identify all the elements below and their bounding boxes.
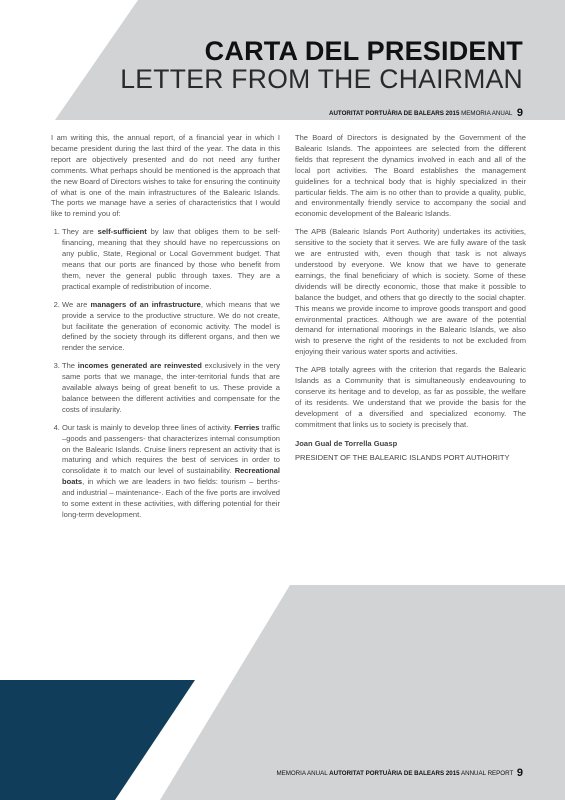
community-paragraph: The APB totally agrees with the criterion that regards the Balearic Islands as a Community that is simultaneously endeavouring to conserve its heritage and to develop, as far as possible, the welfare of its residents. We understand that we provide the basis for the development of a diversified and specialized economy. The commitment that links us to society is precisely that. xyxy=(295,365,526,429)
signature-name: Joan Gual de Torrella Guasp xyxy=(295,438,398,448)
signature-title: PRESIDENT OF THE BALEARIC ISLANDS PORT AUTHORITY xyxy=(295,453,510,463)
list-item: 3. The incomes generated are reinvested exclusively in the very same ports that we manage, the inter-territorial funds that are available always being of great benefit to us. These provide a balance between the different activities and compensate for the costs of insularity. xyxy=(62,361,280,416)
title-english: LETTER FROM THE CHAIRMAN xyxy=(120,64,523,94)
intro-paragraph: I am writing this, the annual report, of a financial year in which I became president during the last third of the year. The data in this report are objectively presented and do not need any further comments. What perhaps should be mentioned is the approach that the new Board of Directors wishes to take for ensuring the continuity of what is one of the main infrastructures of the Balearic Islands. The ports we manage have a series of characteristics that I would like to remind you of: xyxy=(51,133,280,219)
title-catalan: CARTA DEL PRESIDENT xyxy=(204,36,523,66)
header-report: MEMORIA ANUAL xyxy=(461,110,513,117)
footer-org: AUTORITAT PORTUÀRIA DE BALEARS 2015 xyxy=(329,770,460,777)
list-item: 4. Our task is mainly to develop three lines of activity. Ferries traffic –goods and passengers- that characterizes internal consumption on the Balearic Islands. Cruise liners represent an activity that is maturing and which requires the best of services in order to consolidate it to match our level of sustainability. Recreational boats, in which we are leaders in two fields: tourism – berths- and industrial – maintenance-. Each of the five ports are involved to some extent in these activities, with differing potential for their long-term development. xyxy=(62,423,280,521)
header-org: AUTORITAT PORTUÀRIA DE BALEARS 2015 xyxy=(328,110,460,117)
footer-report-ca: MEMORIA ANUAL xyxy=(276,770,328,777)
running-footer xyxy=(276,766,523,778)
apb-paragraph: The APB (Balearic Islands Port Authority) undertakes its activities, sensitive to the society that it serves. We are fully aware of the task we are entrusted with, even though that task is not always understood by everyone. We know that we have to generate earnings, the final beneficiary of which is society. Some of these dividends will be directly economic, those that make it possible to balance the budget, and others that go directly to the social chapter. This means we provide income to improve goods transport and good environmental practices. Although we are aware of the potential demand for international moorings in the Balearic Islands, we also wish to preserve the right of the residents to not be excluded from enjoying their various water sports and activities. xyxy=(295,227,526,357)
running-header xyxy=(329,106,523,118)
list-item: 1. They are self-sufficient by law that obliges them to be self-financing, meaning that they should have no repercussions on any public, State, Regional or Local Government budget. That means that our ports are financed by those who benefit from them, never the general public through taxes. They are a practical example of redistribution of income. xyxy=(62,227,280,292)
footer-report-en: ANNUAL REPORT xyxy=(460,770,514,777)
characteristics-list xyxy=(51,227,280,521)
bottom-navy-shape xyxy=(0,680,195,800)
right-column xyxy=(295,133,526,464)
list-item: 2. We are managers of an infrastructure, which means that we provide a service to the productive structure. We do not create, but facilitate the generation of economic activity. The model is defined by the society through its different organs, and then we render the service. xyxy=(62,300,280,355)
footer-page-number: 9 xyxy=(516,767,523,779)
header-page-number: 9 xyxy=(516,107,523,119)
board-paragraph: The Board of Directors is designated by the Government of the Balearic Islands. The appointees are selected from the different fields that represent the dynamics involved in each and all of the local port activities. The Board establishes the management guidelines for a technical body that is highly specialized in their particular fields. The aim is no other than to provide a quality, public, and environmentally friendly service to accompany the social and economic development of the Balearic Islands. xyxy=(295,133,526,219)
left-column xyxy=(51,133,280,528)
